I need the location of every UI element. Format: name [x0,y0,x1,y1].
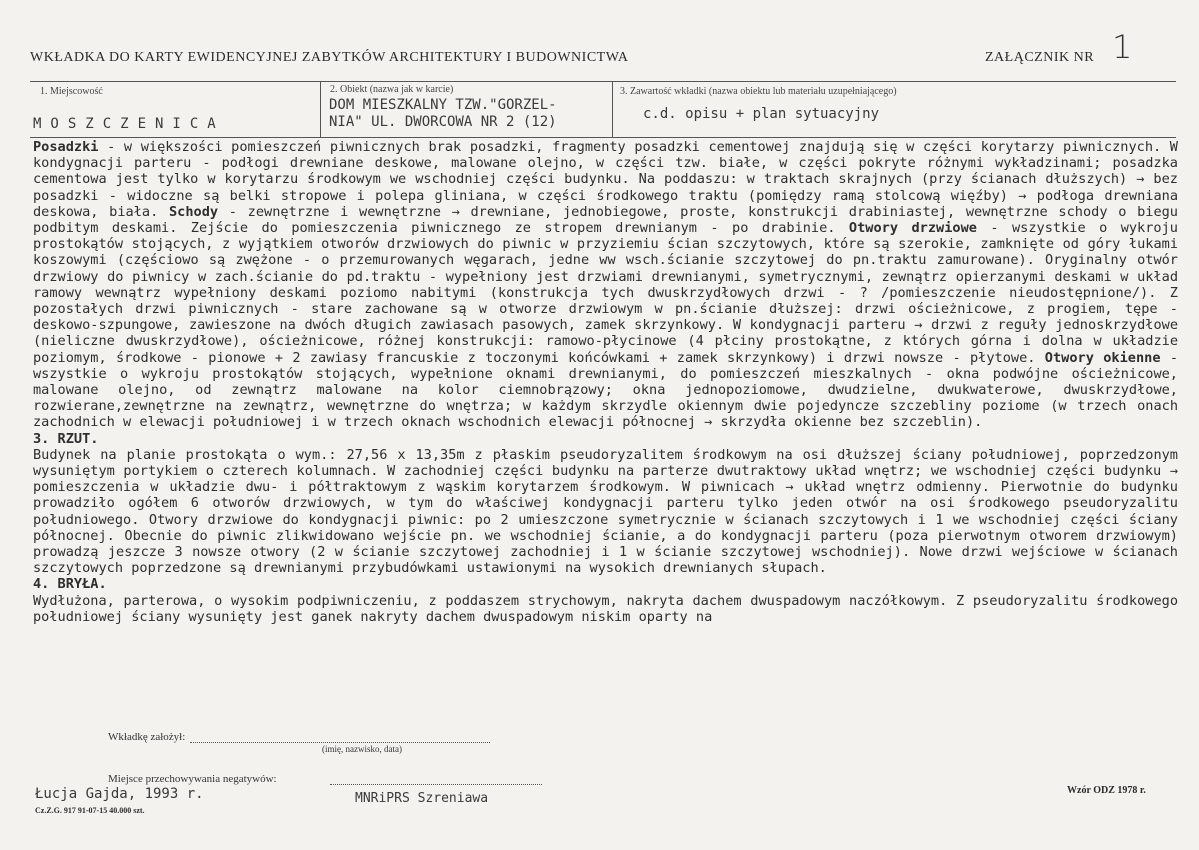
heading-doors: Otwory drzwiowe [848,220,977,237]
text-floors: - w większości pomieszczeń piwnicznych brak posadzki, fragmenty posadzki cementowej znajdują się w części korytarzy piwnicznych. W kondygnacji parteru - podłogi drewniane deskowe, malowane olejno, w części tzw. białe, w części pokryte różnymi wykładzinami; posadzka cementowa jest tylko w korytarzu środkowym we wschodniej części budynku. Na poddaszu: w traktach skrajnych (przy ścianach dłuższych) → bez posadzki - widoczne są belki stropowe i polepa gliniana, w części środkowego traktu (pomiędzy ramą stolcową więźby) → podłoga drewniana deskowa, biała. [33,139,1178,220]
field-locality-value: MOSZCZENICA [33,116,225,132]
form-title: WKŁADKA DO KARTY EWIDENCYJNEJ ZABYTKÓW ARCHITEKTURY I BUDOWNICTWA [30,50,629,65]
field-divider-2 [612,81,613,138]
name-date-hint: (imię, nazwisko, data) [322,744,402,754]
prepared-by-label: Wkładkę założył: [108,731,186,743]
text-doors: - wszystkie o wykroju prostokątów stojących, z wyjątkiem otworów drzwiowych do piwnic w przyziemiu ścian szczytowych, które są szerokie, zamknięte od góry łukami koszowymi (częściowo są zwężone - o przemurowanych węgarach, jedne ww wsch.ścianie szczytowej do pn.traktu zamurowane). Oryginalny otwór drzwiowy do piwnicy w zach.ścianie do pd.traktu - wypełniony jest drzwiami drewnianymi, symetrycznymi, zewnątrz opierzanymi deskami w układ ramowy wewnątrz wypełniony deskami poziomo nabitymi (konstrukcja tych dwuskrzydłowych drzwi - ? /pomieszczenie nieudostępnione/). Z pozostałych drzwi piwnicznych - stare zachowane są w otworze drzwiowym w pn.ścianie dłuższej: drzwi ościeżnicowe, z progiem, tępe - deskowo-szpungowe, zawieszone na dwóch długich zawiasach pasowych, zamek skrzynkowy. W kondygnacji parteru → drzwi z reguły jednoskrzydłowe (nieliczne dwuskrzydłowe), ościeżnicowe, różnej konstrukcji: ramowo-płycinowe (4 płciny prostokątne, z których górna i dolna w układzie poziomym, środkowe - pionowe + 2 zawiasy francuskie z toczonymi końcówkami + zamek skrzynkowy) i drzwi nowsze - płytowe. [33,220,1178,366]
field-locality-label: 1. Miejscowość [40,86,103,97]
heading-stairs: Schody [168,203,219,220]
negatives-storage-line [330,784,542,785]
prepared-by-line [190,742,490,743]
field-object-value-line1: DOM MIESZKALNY TZW."GORZEL- [329,97,557,113]
field-content-label: 3. Zawartość wkładki (nazwa obiektu lub materiału uzupełniającego) [620,86,897,97]
section-heading-plan: 3. RZUT. [33,430,99,447]
field-divider-1 [320,81,321,138]
heading-windows: Otwory okienne [1044,349,1161,366]
attachment-number: 1 [1112,28,1133,66]
field-content-value: c.d. opisu + plan sytuacyjny [643,106,880,122]
text-windows: - wszystkie o wykroju prostokątów stojących, wypełnione oknami drewnianymi, do pomieszczeń mieszkalnych - okna podwójne ościeżnicowe, malowane olejno, od zewnątrz malowane na kolor ciemnobrązowy; okna jednopoziomowe, dwudzielne, dwukwaterowe, dwuskrzydłowe, rozwierane,zewnętrzne na zewnątrz, wewnętrzne do wnętrza; w każdym skrzydle okiennym dwie pojedyncze szczebliny poziome (w trzech onach zachodnich w elewacji południowej i w trzech oknach wschodnich elewacji północnej → skrzydła okienne bez szczeblin). [33,349,1179,431]
negatives-storage-label: Miejsce przechowywania negatywów: [108,773,277,785]
paragraph-materials [33,139,1178,431]
top-rule [30,81,1176,82]
paragraph-plan: Budynek na planie prostokąta o wym.: 27,56 x 13,35m z płaskim pseudoryzalitem środkowym na osi dłuższej ściany południowej, poprzedzonym wysuniętym portykiem o czterech kolumnach. W zachodniej części budynku na parterze dwutraktowy układ wnętrz; we wschodniej części budynku → pomieszczenia w układzie dwu- i półtraktowym z wąskim korytarzem środkowym. W piwnicach → układ wnętrz odmienny. Pierwotnie do budynku prowadziło ogółem 6 otworów drzwiowych, w tym do właściwej kondygnacji parteru tylko jeden otwór na osi środkowego pseudoryzalitu południowego. Otwory drzwiowe do kondygnacji piwnic: po 2 umieszczone symetrycznie w ścianach szczytowych i 1 we wschodniej części ściany północnej. Obecnie do piwnic zlikwidowano wejście pn. we wschodniej ścianie, a do kondygnacji parteru (poza pierwotnym otworem drzwiowym) prowadzą jeszcze 3 nowsze otwory (2 w ścianie szczytowej zachodniej i 1 w ścianie szczytowej wschodniej). Nowe drzwi wejściowe w ścianach szczytowych poprzedzone są drewnianymi przybudówkami ustawionymi na wysokich drewnianych słupach. [33,446,1178,577]
section-heading-massing: 4. BRYŁA. [33,576,107,593]
text-stairs: - zewnętrzne i wewnętrzne → drewniane, jednobiegowe, proste, konstrukcji drabiniastej, wewnętrzne schody o biegu podbitym deskami. Zejście do pomieszczenia piwnicznego ze stropem drewnianym - po drabinie. [33,203,1178,237]
description-text [33,139,1178,625]
field-object-label: 2. Obiekt (nazwa jak w karcie) [330,84,454,95]
paragraph-massing: Wydłużona, parterowa, o wysokim podpiwniczeniu, z poddaszem strychowym, nakryta dachem dwuspadowym naczółkowym. Z pseudoryzalitu środkowego południowej ściany wysunięty jest ganek nakryty dachem dwuspadowym niskim oparty na [33,592,1178,625]
author-and-date: Łucja Gajda, 1993 r. [35,786,204,802]
field-object-value-line2: NIA" UL. DWORCOWA NR 2 (12) [329,114,557,130]
print-code: Cz.Z.G. 917 91-07-15 40.000 szt. [35,806,145,815]
fields-bottom-rule [30,137,1176,138]
form-model: Wzór ODZ 1978 r. [1067,785,1146,796]
attachment-label: ZAŁĄCZNIK NR [985,50,1095,65]
heading-floors: Posadzki [33,139,99,155]
negatives-storage-value: MNRiPRS Szreniawa [355,791,489,806]
